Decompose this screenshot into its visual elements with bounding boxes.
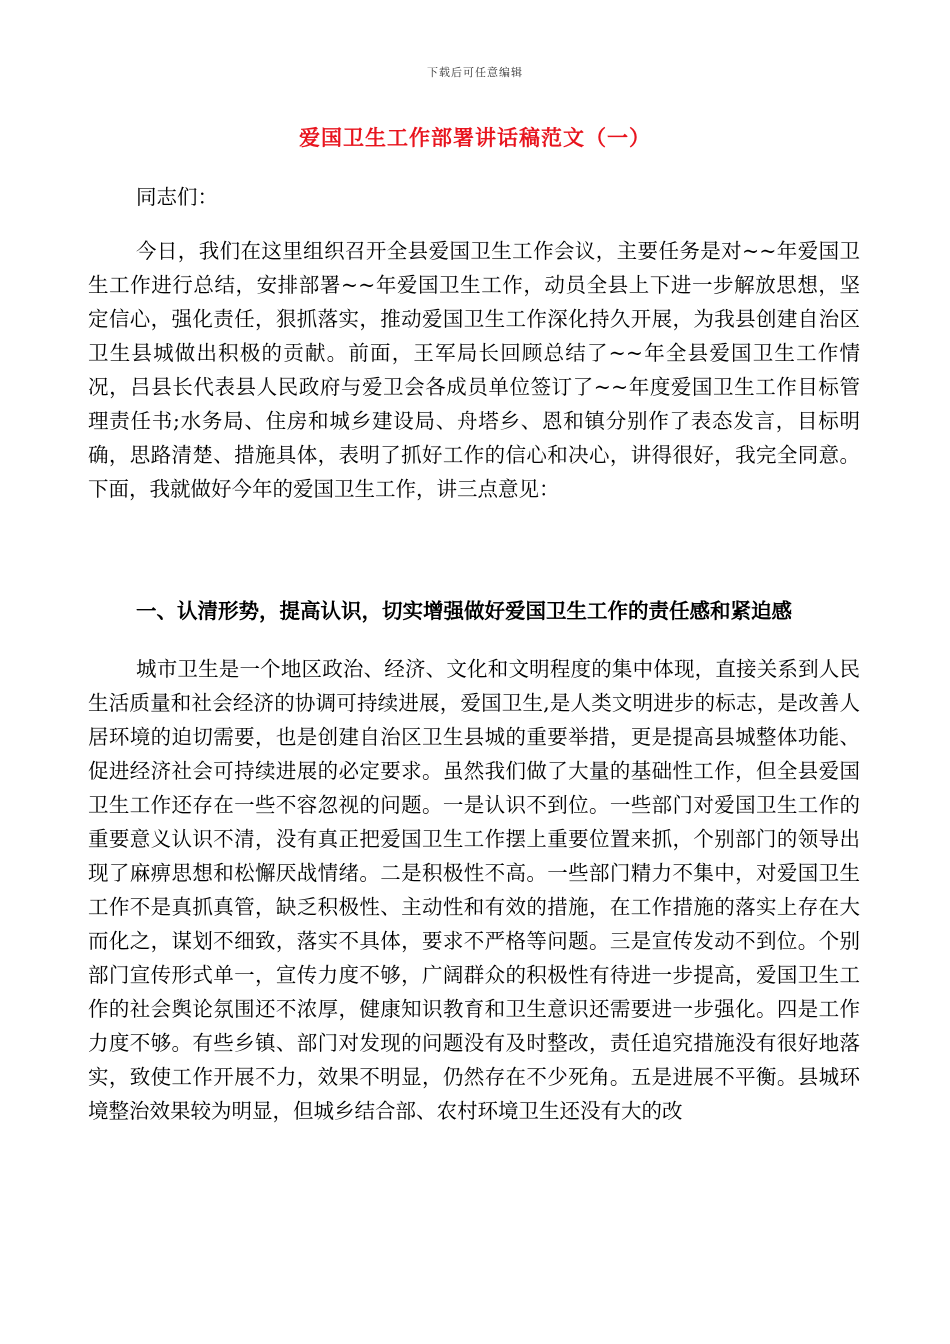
section-heading-1: 一、认清形势，提高认识，切实增强做好爱国卫生工作的责任感和紧迫感 [136,599,792,623]
paragraph-section-1: 城市卫生是一个地区政治、经济、文化和文明程度的集中体现，直接关系到人民生活质量和社会经济的协调可持续进展，爱国卫生,是人类文明进步的标志，是改善人居环境的迫切需要，也是创建自治区卫生县城的重要举措，更是提高县城整体功能、促进经济社会可持续进展的必定要求。虽然我们做了大量的基础性工作，但全县爱国卫生工作还存在一些不容忽视的问题。一是认识不到位。一些部门对爱国卫生工作的重要意义认识不清，没有真正把爱国卫生工作摆上重要位置来抓，个别部门的领导出现了麻痹思想和松懈厌战情绪。二是积极性不高。一些部门精力不集中，对爱国卫生工作不是真抓真管，缺乏积极性、主动性和有效的措施，在工作措施的落实上存在大而化之，谋划不细致，落实不具体，要求不严格等问题。三是宣传发动不到位。个别部门宣传形式单一，宣传力度不够，广阔群众的积极性有待进一步提高，爱国卫生工作的社会舆论氛围还不浓厚，健康知识教育和卫生意识还需要进一步强化。四是工作力度不够。有些乡镇、部门对发现的问题没有及时整改，责任追究措施没有很好地落实，致使工作开展不力，效果不明显，仍然存在不少死角。五是进展不平衡。县城环境整治效果较为明显，但城乡结合部、农村环境卫生还没有大的改 [88,657,860,1123]
document-title: 爱国卫生工作部署讲话稿范文（一） [299,125,651,150]
header-note: 下载后可任意编辑 [427,66,523,79]
salutation: 同志们： [136,185,218,209]
paragraph-intro: 今日，我们在这里组织召开全县爱国卫生工作会议，主要任务是对~~年爱国卫生工作进行总结，安排部署~~年爱国卫生工作，动员全县上下进一步解放思想，坚定信心，强化责任，狠抓落实，推动爱国卫生工作深化持久开展，为我县创建自治区卫生县城做出积极的贡献。前面，王军局长回顾总结了~~年全县爱国卫生工作情况，吕县长代表县人民政府与爱卫会各成员单位签订了~~年度爱国卫生工作目标管理责任书;水务局、住房和城乡建设局、舟塔乡、恩和镇分别作了表态发言，目标明确，思路清楚、措施具体，表明了抓好工作的信心和决心，讲得很好，我完全同意。下面，我就做好今年的爱国卫生工作，讲三点意见： [88,239,860,501]
